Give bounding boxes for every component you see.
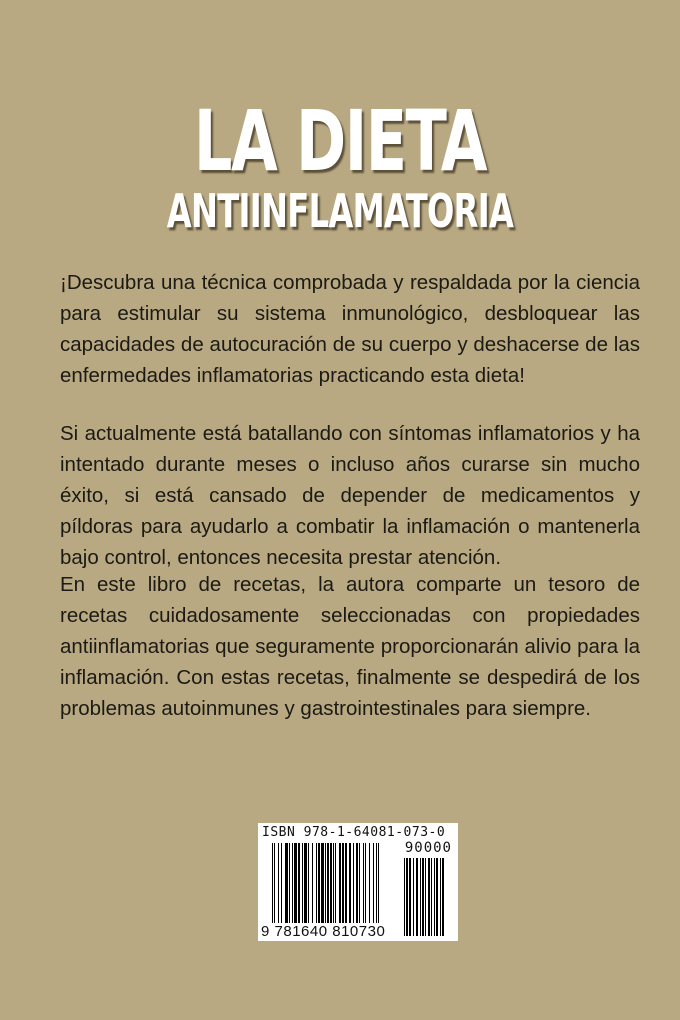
blurb-paragraph-1: ¡Descubra una técnica comprobada y respaldada por la ciencia para estimular su sistema inmunológico, desbloquear las capacidades de autocuración de su cuerpo y deshacerse de las enfermedades inflamatorias practicando esta dieta!	[60, 271, 640, 387]
price-addon-code: 90000	[404, 840, 452, 856]
book-subtitle: ANTIINFLAMATORIA	[166, 184, 514, 238]
blurb-paragraph-3: En este libro de recetas, la autora comparte un tesoro de recetas cuidadosamente seleccionadas con propiedades antiinflamatorias que seguramente proporcionarán alivio para la inflamación. Con estas recetas, finalmente se despedirá de los problemas autoinmunes y gastrointestinales para siempre.	[60, 573, 640, 720]
book-title: LA DIETA	[193, 92, 487, 190]
barcode-bars-icon	[272, 843, 397, 927]
addon-barcode-bars-icon	[404, 858, 452, 936]
blurb-paragraph-2: Si actualmente está batallando con síntomas inflamatorios y ha intentado durante meses o incluso años curarse sin mucho éxito, si está cansado de depender de medicamentos y píldoras para ayudarlo a combatir la inflamación o mantenerla bajo control, entonces necesita prestar atención.	[60, 422, 640, 569]
isbn-barcode	[258, 823, 458, 941]
ean-digits: 9 781640 810730	[261, 923, 386, 940]
isbn-label: ISBN 978-1-64081-073-0	[262, 825, 446, 840]
